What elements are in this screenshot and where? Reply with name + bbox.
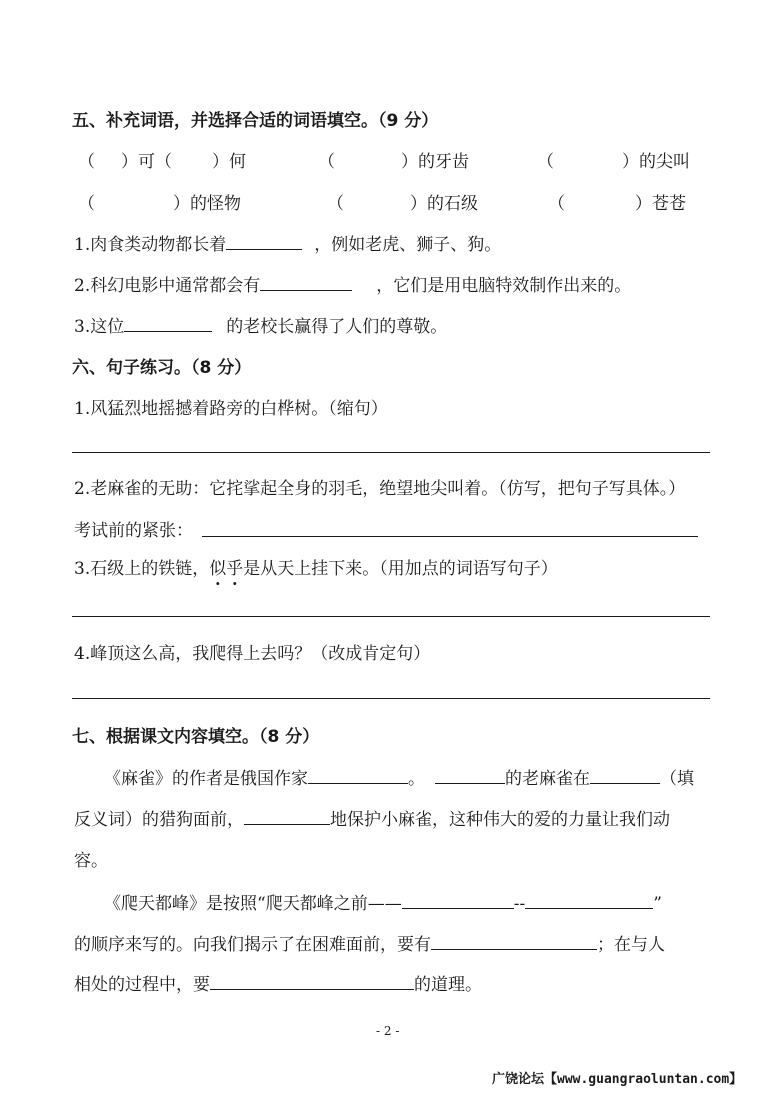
answer-blank[interactable] [244, 806, 330, 825]
s7-para1-line3: 容。 [74, 851, 108, 871]
word-he: ）何 [212, 152, 246, 172]
answer-blank[interactable] [260, 272, 352, 291]
s7-para2-line1: 《爬天都峰》是按照“爬天都峰之前—— -- ” [104, 889, 662, 914]
section5-heading: 五、补充词语，并选择合适的词语填空。（9 分） [72, 111, 439, 131]
word-yachi: ）的牙齿 [401, 152, 469, 172]
s7-para1-line1: 《麻雀》的作者是俄国作家 。 的老麻雀在 （填 [104, 764, 694, 789]
s7-para2-line3: 相处的过程中，要 的道理。 [74, 970, 482, 995]
footer-site: 广饶论坛【www.guangraoluntan.com】 [492, 1072, 743, 1087]
word-blank-row1-b [318, 147, 469, 172]
paren: （ [537, 152, 554, 172]
answer-line[interactable] [72, 616, 710, 617]
s6-question-4: 4.峰顶这么高，我爬得上去吗？（改成肯定句） [74, 644, 431, 664]
s7-para2-line2: 的顺序来写的。向我们揭示了在困难面前，要有 ；在与人 [74, 930, 665, 955]
word-ke: ）可（ [121, 152, 172, 172]
section7-heading: 七、根据课文内容填空。（8 分） [72, 727, 320, 747]
word-blank-row1-c [537, 147, 690, 172]
word-blank-row2-b [327, 189, 478, 214]
dotted-char: 乎 [226, 559, 244, 579]
word-blank-row2-c [548, 189, 686, 214]
word-blank-row1-a [78, 147, 246, 172]
s5-question-1: 1.肉食类动物都长着 ，例如老虎、狮子、狗。 [74, 230, 501, 255]
s6-question-2: 2.老麻雀的无助：它挓挲起全身的羽毛，绝望地尖叫着。（仿写，把句子写具体。） [74, 479, 686, 499]
answer-line[interactable] [72, 698, 710, 699]
s5-question-3: 3.这位 的老校长赢得了人们的尊敬。 [74, 312, 447, 337]
answer-blank[interactable] [124, 313, 212, 332]
dotted-char: 似 [209, 559, 227, 579]
word-shiji: ）的石级 [410, 194, 478, 214]
word-blank-row2-a [78, 189, 241, 214]
answer-blank[interactable] [308, 765, 408, 784]
s6-question-3: 3.石级上的铁链，似乎是从天上挂下来。（用加点的词语写句子） [74, 559, 558, 579]
answer-blank[interactable] [402, 890, 514, 909]
answer-blank[interactable] [431, 931, 597, 950]
s7-para1-line2: 反义词）的猎狗面前， 地保护小麻雀，这种伟大的爱的力量让我们动 [74, 805, 670, 830]
paren: （ [327, 194, 344, 214]
word-jianjiao: ）的尖叫 [622, 152, 690, 172]
section6-heading: 六、句子练习。（8 分） [72, 358, 252, 378]
answer-line[interactable] [72, 452, 710, 453]
answer-blank[interactable] [525, 890, 653, 909]
paren: （ [318, 152, 335, 172]
paren: （ [78, 152, 95, 172]
answer-blank[interactable] [590, 765, 660, 784]
s6-question-2-label: 考试前的紧张： [74, 521, 193, 541]
s6-question-1: 1.风猛烈地摇撼着路旁的白桦树。（缩句） [74, 399, 388, 419]
answer-blank[interactable] [210, 971, 414, 990]
answer-blank[interactable] [435, 765, 505, 784]
word-cangcang: ）苍苍 [635, 194, 686, 214]
page-number: - 2 - [376, 1024, 400, 1038]
paren: （ [548, 194, 565, 214]
answer-line[interactable] [202, 536, 698, 537]
answer-blank[interactable] [226, 231, 302, 250]
word-guaiwu: ）的怪物 [173, 194, 241, 214]
s5-question-2: 2.科幻电影中通常都会有 ，它们是用电脑特效制作出来的。 [74, 271, 631, 296]
paren: （ [78, 194, 95, 214]
